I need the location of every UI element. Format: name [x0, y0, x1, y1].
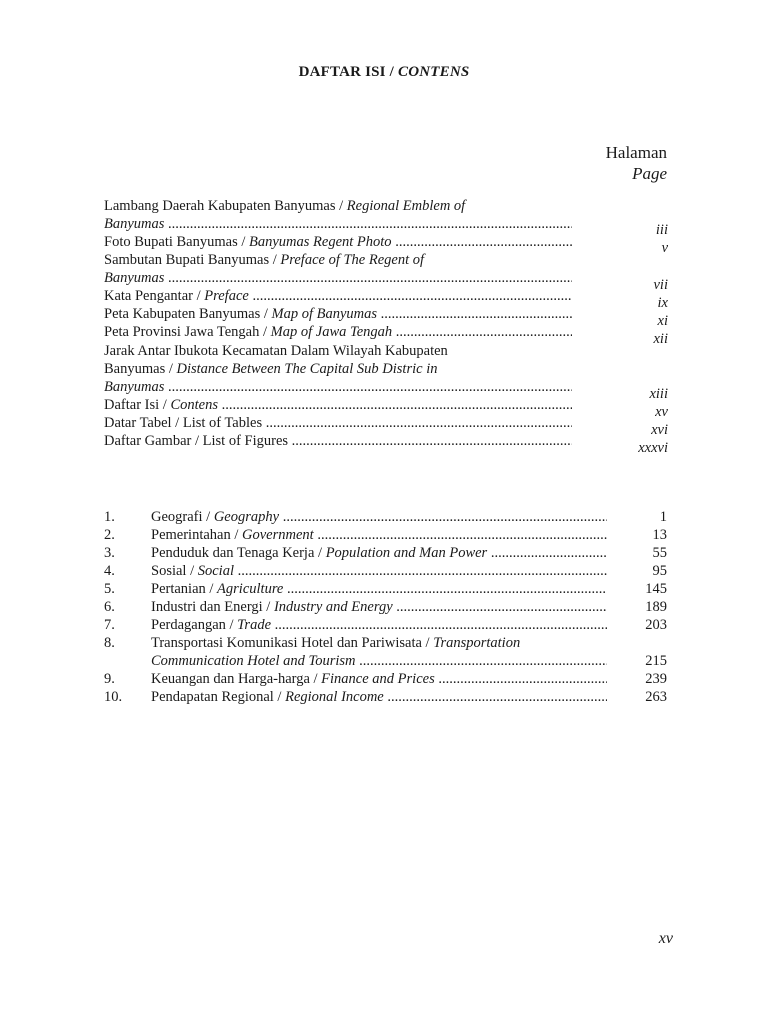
- page-folio: xv: [658, 930, 673, 947]
- chapter-title: [151, 634, 607, 652]
- title-italic: CONTENS: [398, 64, 470, 80]
- toc-entry-text: Jarak Antar Ibukota Kecamatan Dalam Wilayah Kabupaten: [104, 343, 448, 359]
- chapter-number: 2.: [104, 527, 115, 543]
- chapter-page-number: 189: [645, 599, 667, 615]
- toc-entry-text: Lambang Daerah Kabupaten Banyumas /: [104, 198, 344, 214]
- chapter-text: Sosial /: [151, 563, 195, 579]
- toc-entry-text: Peta Kabupaten Banyumas /: [104, 306, 268, 322]
- chapter-text-italic: Trade: [237, 617, 272, 633]
- chapter-page-number: 13: [652, 527, 667, 543]
- toc-entry-line: [104, 342, 572, 360]
- chapter-text: Penduduk dan Tenaga Kerja /: [151, 545, 323, 561]
- chapter-text-italic: Transportation: [433, 635, 521, 651]
- toc-entry-text: Kata Pengantar /: [104, 288, 201, 304]
- chapter-text: Geografi /: [151, 509, 211, 525]
- toc-page-number: iii: [655, 222, 668, 238]
- toc-entry-line: [104, 251, 572, 269]
- chapter-text: Perdagangan /: [151, 617, 234, 633]
- chapter-page-number: 215: [645, 653, 667, 669]
- toc-page-number: xvi: [651, 422, 668, 438]
- toc-entry-text: Sambutan Bupati Banyumas /: [104, 252, 277, 268]
- toc-entry-line: [104, 432, 572, 450]
- toc-entry-text-italic: Banyumas: [104, 379, 165, 395]
- chapter-text-italic: Geography: [213, 509, 280, 525]
- chapter-title-continued: [151, 652, 607, 670]
- chapter-title: [151, 544, 607, 562]
- toc-entry-line: [104, 414, 572, 432]
- chapter-number: 7.: [104, 617, 115, 633]
- chapter-number: 8.: [104, 635, 115, 651]
- chapter-text-italic: Regional Income: [285, 689, 384, 705]
- chapter-title: [151, 508, 607, 526]
- toc-page-number: xxxvi: [638, 440, 668, 456]
- toc-entry-line: [104, 305, 572, 323]
- chapter-page-number: 239: [645, 671, 667, 687]
- toc-entry-line: [104, 215, 572, 233]
- chapter-text: Pendapatan Regional /: [151, 689, 282, 705]
- chapter-title: [151, 562, 607, 580]
- chapter-title: [151, 670, 607, 688]
- chapter-page-number: 263: [645, 689, 667, 705]
- chapter-text-italic: Communication Hotel and Tourism: [151, 653, 356, 669]
- chapter-text-italic: Social: [197, 563, 234, 579]
- chapter-title: [151, 580, 607, 598]
- chapter-text-italic: Population and Man Power: [325, 545, 488, 561]
- toc-entry-line: [104, 269, 572, 287]
- chapter-page-number: 95: [652, 563, 667, 579]
- chapter-text-italic: Government: [242, 527, 314, 543]
- toc-entry-line: [104, 287, 572, 305]
- toc-entry-text-italic: Banyumas: [104, 216, 165, 232]
- title-main: DAFTAR ISI /: [298, 64, 395, 80]
- page-title: [0, 64, 768, 81]
- toc-page-number: vii: [653, 277, 668, 293]
- chapter-number: 5.: [104, 581, 115, 597]
- toc-entry-text: Datar Tabel / List of Tables: [104, 415, 263, 431]
- chapter-title: [151, 688, 607, 706]
- toc-entry-text-italic: Banyumas Regent Photo: [249, 234, 392, 250]
- chapter-number: 9.: [104, 671, 115, 687]
- toc-entry-text-italic: Banyumas: [104, 270, 165, 286]
- toc-page-number: v: [661, 240, 668, 256]
- chapter-page-number: 55: [652, 545, 667, 561]
- chapter-text-italic: Agriculture: [217, 581, 284, 597]
- toc-entry-text-italic: Regional Emblem of: [346, 198, 466, 214]
- chapter-number: 4.: [104, 563, 115, 579]
- toc-entry-text: Daftar Isi /: [104, 397, 167, 413]
- toc-entry-line: [104, 323, 572, 341]
- chapter-text: Industri dan Energi /: [151, 599, 271, 615]
- chapter-title: [151, 598, 607, 616]
- toc-page-number: ix: [657, 295, 668, 311]
- chapter-title: [151, 526, 607, 544]
- toc-entry-text: Banyumas /: [104, 361, 173, 377]
- page-column-header: [606, 142, 667, 184]
- toc-page-number: xii: [653, 331, 668, 347]
- toc-entry-text-italic: Contens: [170, 397, 218, 413]
- toc-entry-text-italic: Map of Banyumas: [271, 306, 378, 322]
- toc-entry-text-italic: Map of Jawa Tengah: [270, 324, 393, 340]
- chapter-number: 1.: [104, 509, 115, 525]
- toc-entry-text-italic: Preface: [204, 288, 249, 304]
- toc-entry-text: Foto Bupati Banyumas /: [104, 234, 246, 250]
- page-header-label-en: Page: [632, 164, 667, 183]
- toc-entry-text-italic: Distance Between The Capital Sub Distric in: [176, 361, 438, 377]
- toc-page-number: xv: [655, 404, 668, 420]
- toc-page-number: xi: [657, 313, 668, 329]
- chapter-text: Pemerintahan /: [151, 527, 239, 543]
- chapter-page-number: 203: [645, 617, 667, 633]
- chapter-text-italic: Finance and Prices: [321, 671, 435, 687]
- page-header-label: Halaman: [605, 143, 667, 162]
- toc-entry-text: Daftar Gambar / List of Figures: [104, 433, 289, 449]
- chapter-text: Transportasi Komunikasi Hotel dan Pariwisata /: [151, 635, 430, 651]
- toc-entry-text-italic: Preface of The Regent of: [280, 252, 425, 268]
- chapter-text: Pertanian /: [151, 581, 214, 597]
- chapter-page-number: 1: [659, 509, 667, 525]
- toc-entry-line: [104, 197, 572, 215]
- toc-entry-line: [104, 233, 572, 251]
- chapter-text-italic: Industry and Energy: [273, 599, 393, 615]
- chapter-number: 10.: [104, 689, 123, 705]
- toc-entry-line: [104, 396, 572, 414]
- chapter-text: Keuangan dan Harga-harga /: [151, 671, 318, 687]
- chapter-title: [151, 616, 607, 634]
- chapter-number: 6.: [104, 599, 115, 615]
- toc-entry-line: [104, 360, 572, 378]
- chapter-page-number: 145: [645, 581, 667, 597]
- toc-entry-line: [104, 378, 572, 396]
- toc-entry-text: Peta Provinsi Jawa Tengah /: [104, 324, 268, 340]
- toc-page-number: xiii: [649, 386, 668, 402]
- chapter-number: 3.: [104, 545, 115, 561]
